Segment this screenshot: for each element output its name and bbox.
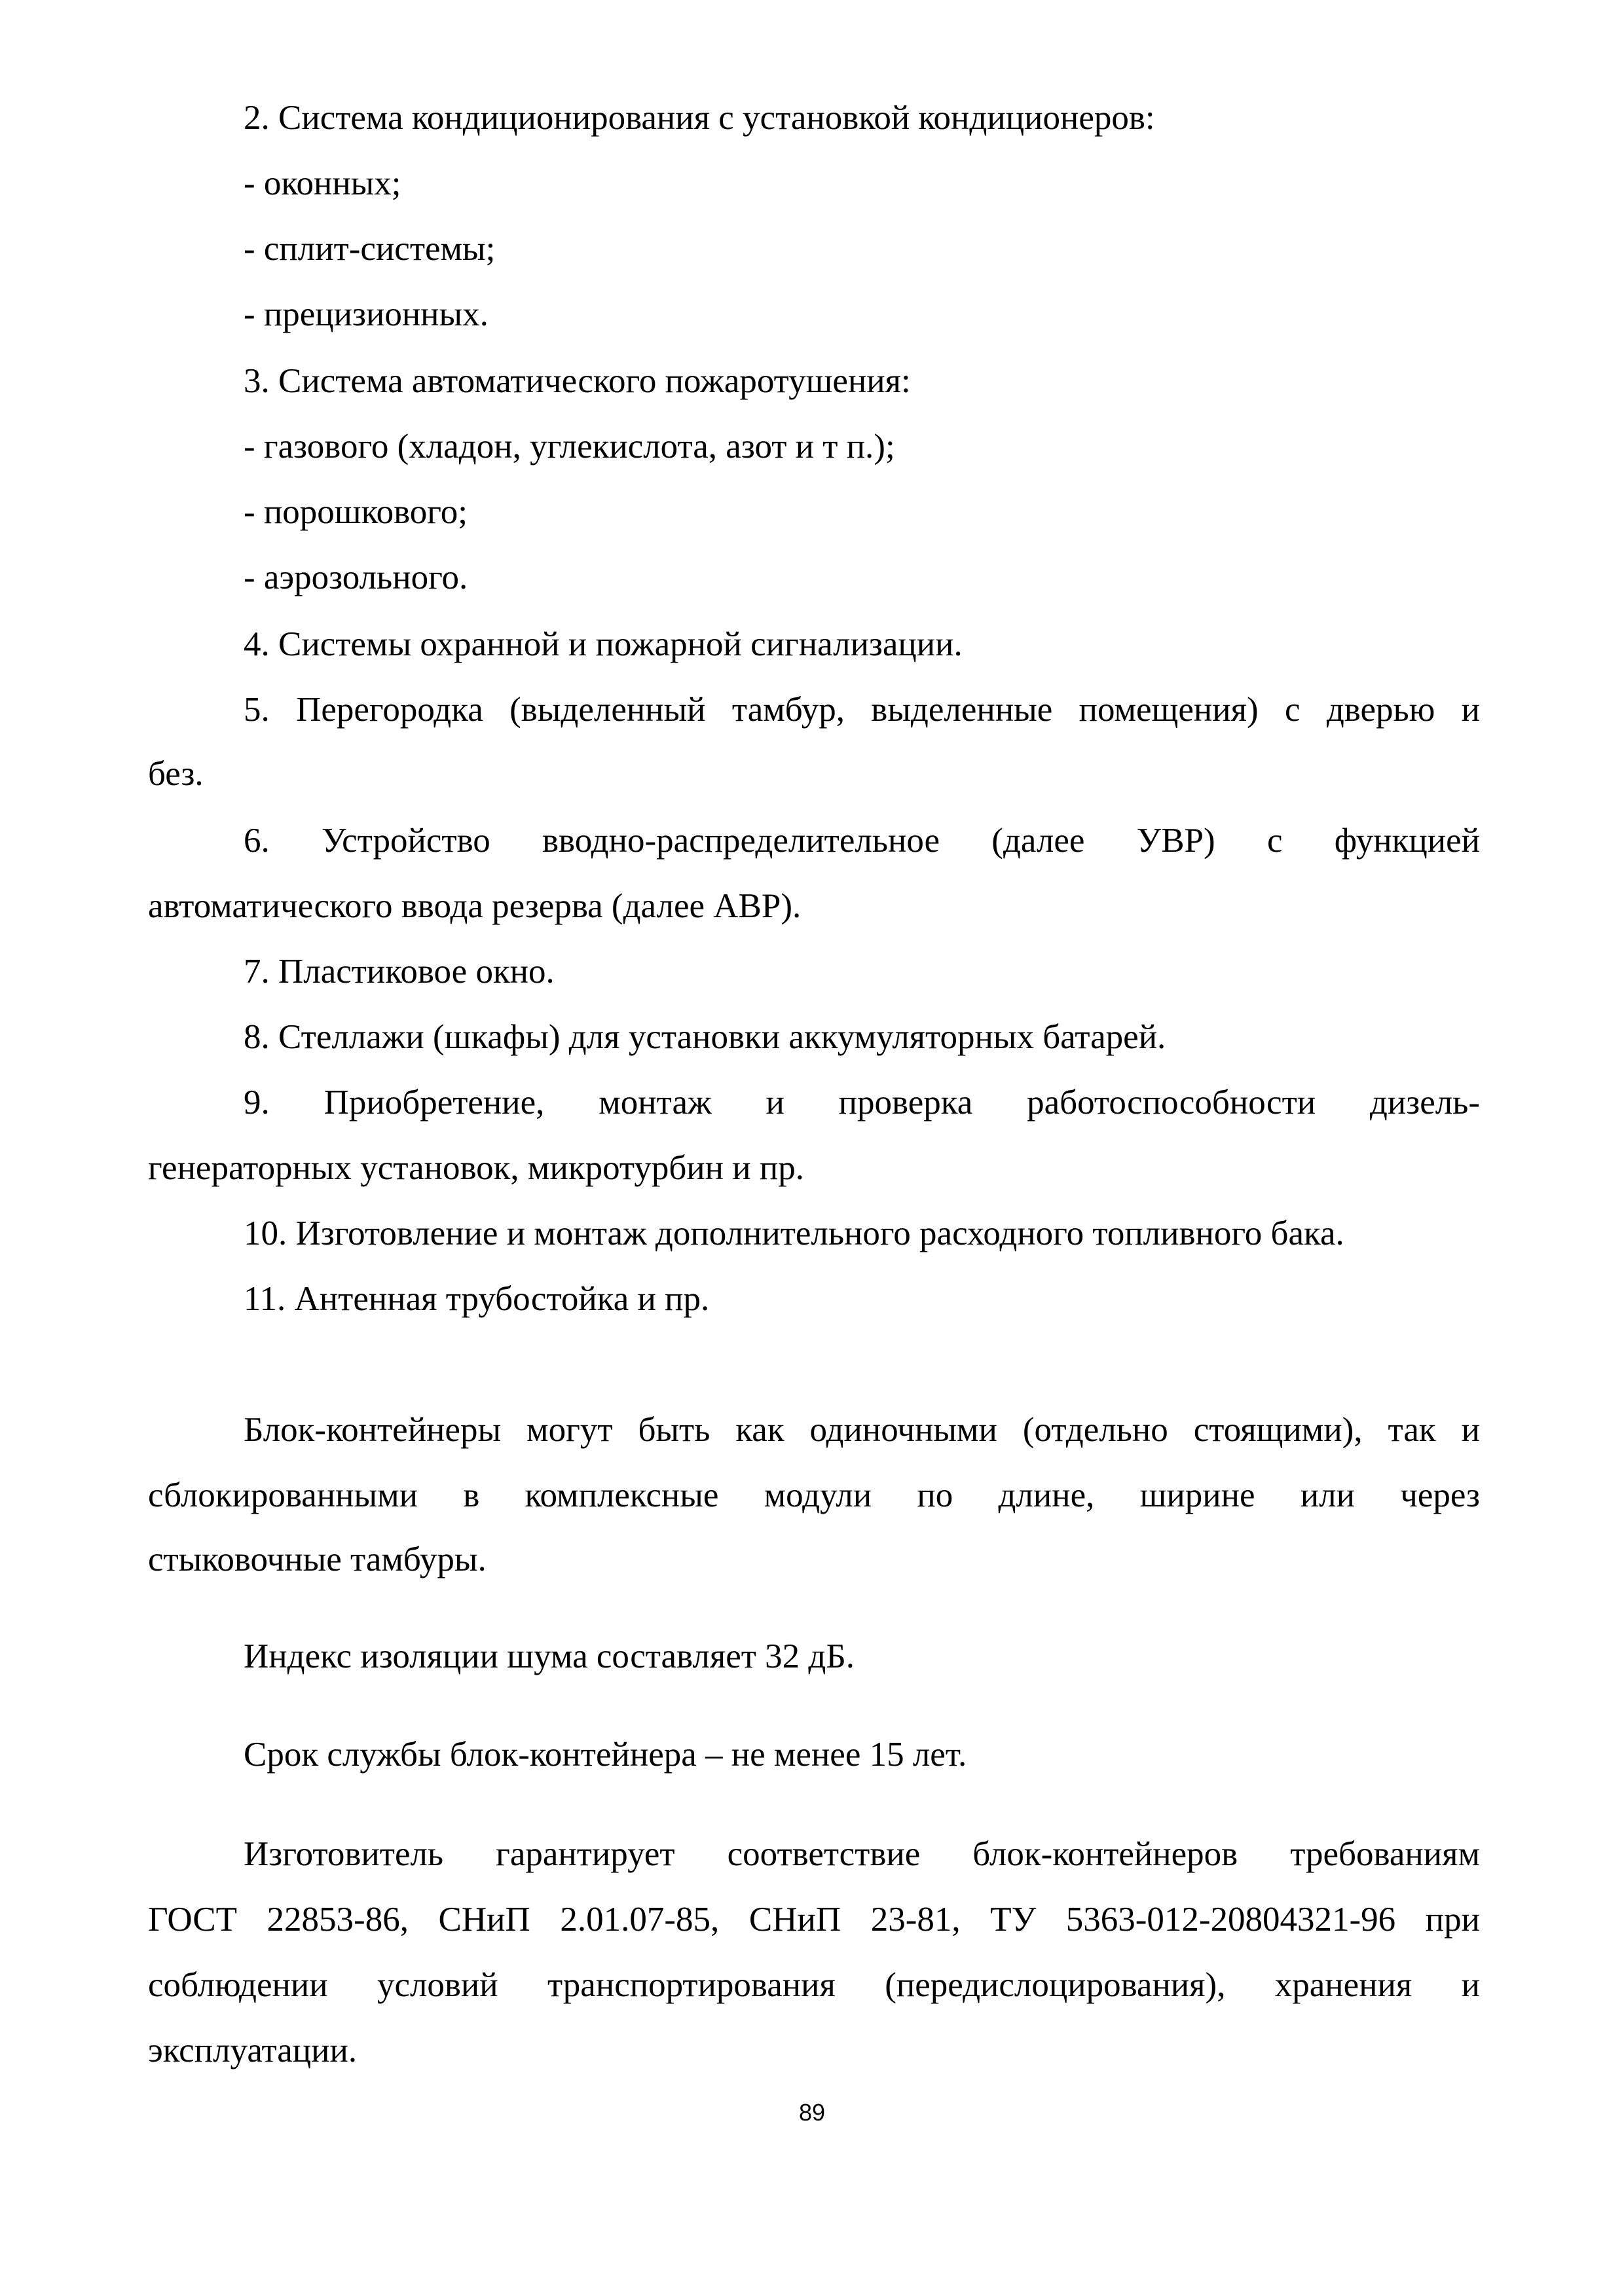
list-item-battery-racks: 8. Стеллажи (шкафы) для установки аккумуляторных батарей. [244,1018,1166,1056]
paragraph-guarantee-line-2: ГОСТ 22853-86, СНиП 2.01.07-85, СНиП 23-81, ТУ 5363-012-20804321-96 при [148,1901,1480,1939]
paragraph-service-life: Срок службы блок-контейнера – не менее 15 лет. [244,1736,967,1774]
list-item-distribution-device-cont: автоматического ввода резерва (далее АВР). [148,887,802,925]
list-subitem-precision: - прецизионных. [244,295,489,333]
list-item-distribution-device: 6. Устройство вводно-распределительное (далее УВР) с функцией [244,822,1480,860]
paragraph-guarantee-line-4: эксплуатации. [148,2032,358,2069]
paragraph-blocks-line-2: сблокированными в комплексные модули по длине, ширине или через [148,1476,1480,1514]
list-subitem-split: - сплит-системы; [244,230,496,268]
page-number: 89 [798,2099,826,2126]
list-item-generators-cont: генераторных установок, микротурбин и пр. [148,1149,805,1187]
list-item-plastic-window: 7. Пластиковое окно. [244,953,555,991]
list-item-antenna: 11. Антенная трубостойка и пр. [244,1280,710,1318]
list-item-fuel-tank: 10. Изготовление и монтаж дополнительного расходного топливного бака. [244,1214,1344,1252]
list-item-alarm: 4. Системы охранной и пожарной сигнализации. [244,625,963,663]
paragraph-blocks-line-3: стыковочные тамбуры. [148,1540,487,1578]
list-item-fire-suppression: 3. Система автоматического пожаротушения: [244,362,911,400]
list-item-conditioning: 2. Система кондиционирования с установкой кондиционеров: [244,99,1155,137]
list-item-partition: 5. Перегородка (выделенный тамбур, выделенные помещения) с дверью и [244,691,1480,729]
paragraph-guarantee-line-1: Изготовитель гарантирует соответствие блок-контейнеров требованиям [244,1835,1480,1873]
list-subitem-window: - оконных; [244,164,401,202]
paragraph-guarantee-line-3: соблюдении условий транспортирования (передислоцирования), хранения и [148,1966,1480,2004]
list-item-partition-cont: без. [148,755,204,793]
paragraph-noise-index: Индекс изоляции шума составляет 32 дБ. [244,1637,855,1675]
list-subitem-powder: - порошкового; [244,493,468,531]
list-subitem-aerosol: - аэрозольного. [244,558,468,596]
paragraph-blocks-line-1: Блок-контейнеры могут быть как одиночными (отдельно стоящими), так и [244,1411,1480,1449]
list-subitem-gas: - газового (хладон, углекислота, азот и т п.); [244,428,895,465]
list-item-generators: 9. Приобретение, монтаж и проверка работоспособности дизель- [244,1084,1480,1121]
